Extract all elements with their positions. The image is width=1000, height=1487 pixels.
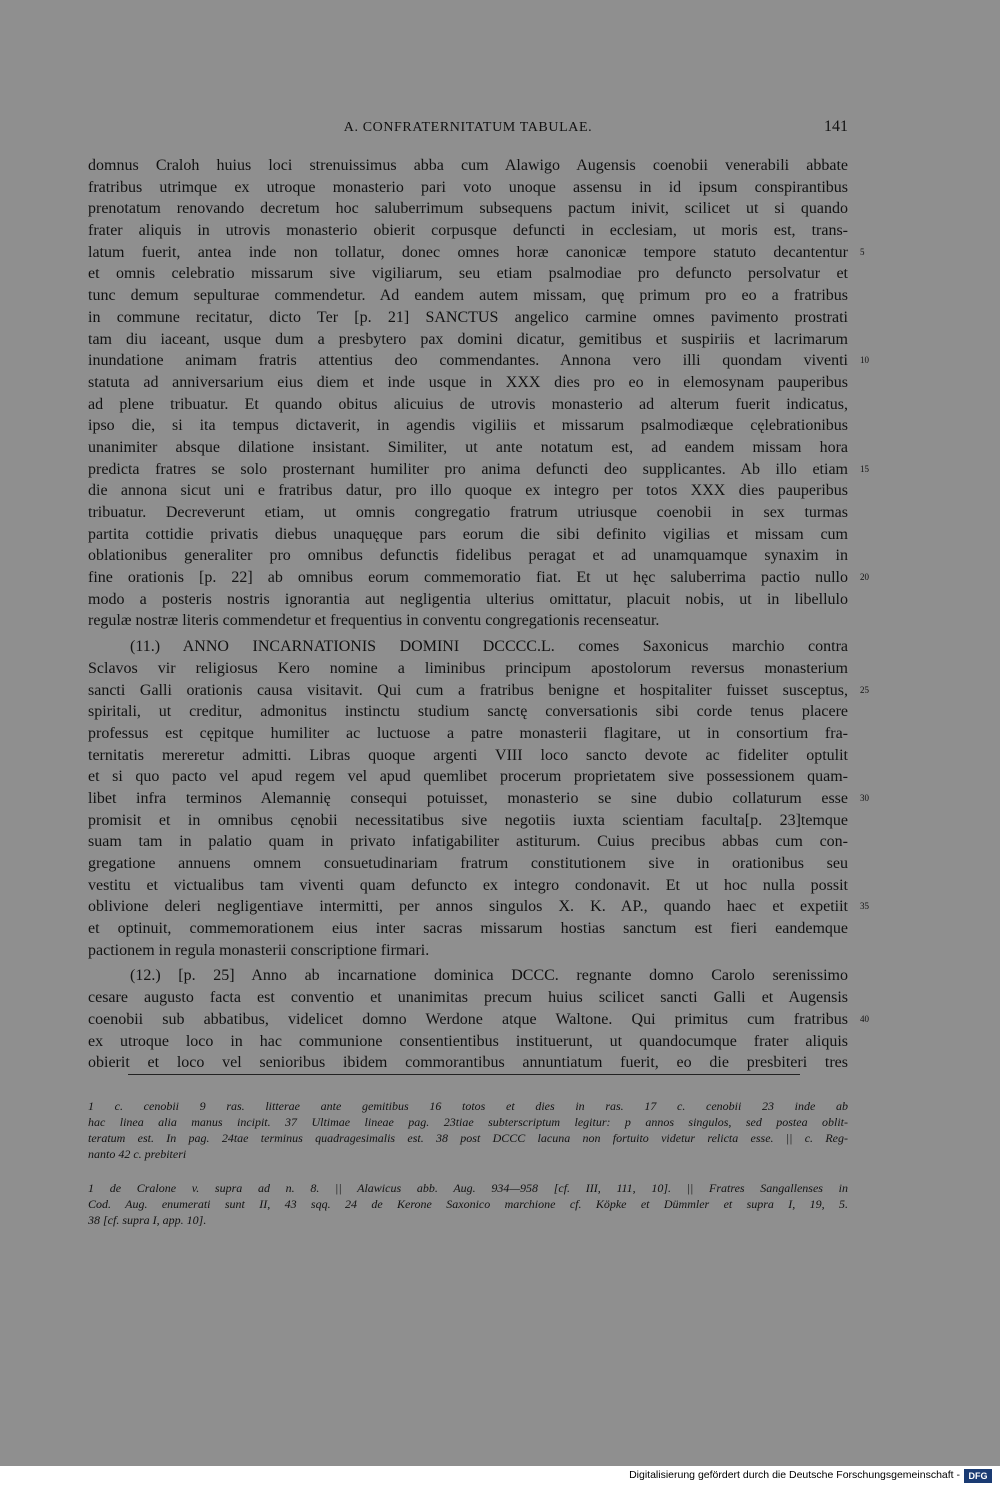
text-line-content: coenobii sub abbatibus, videlicet domno Werdone atque Waltone. Qui primitus cum fratribus — [88, 1010, 848, 1028]
line-number: 25 — [860, 684, 869, 695]
text-line-content: sancti Galli orationis causa visitavit. Qui cum a fratribus benigne et hospitaliter fuisset susceptus, — [88, 681, 848, 699]
text-line — [88, 524, 848, 546]
text-line — [88, 242, 865, 264]
footnote-line: 1 c. cenobii 9 ras. litterae ante gemitibus 16 totos et dies in ras. 17 c. cenobii 23 inde ab — [88, 1099, 848, 1113]
text-line — [88, 788, 869, 810]
text-line-content: ad plene tribuatur. Et quando obitus alicuius de utrovis monasterio ad alterum fuerit indicatus, — [88, 395, 848, 413]
text-line-content: tunc demum sepulturae commendetur. Ad eandem autem missam, quę primum pro eo a fratribus — [88, 287, 848, 305]
text-line-content: ex utroque loco in hac communione consentientibus instituerunt, ut quandocumque frater aliquis — [88, 1032, 848, 1050]
text-line — [88, 701, 848, 723]
text-line-content: domnus Craloh huius loci strenuissimus abba cum Alawigo Augensis coenobii venerabili abbate — [88, 157, 848, 174]
text-line-content: predicta fratres se solo prosternant humiliter pro anima defuncti deo supplicantes. Ab illo etiam — [88, 460, 848, 478]
text-line — [88, 1009, 869, 1031]
footer-bar — [0, 1466, 1000, 1487]
text-line-content: oblationibus generaliter pro omnibus defunctis fidelibus peragat et ad unamquamque synaxim in — [88, 547, 848, 565]
footnote-line: Cod. Aug. enumerati sunt II, 43 sqq. 24 de Kerone Saxonico marchione cf. Köpke et Dümmler et supra I, 19, 5. — [88, 1197, 848, 1211]
text-line — [88, 658, 848, 680]
text-line — [88, 766, 848, 788]
text-line — [88, 285, 848, 307]
text-line-content: gregatione annuens omnem consuetudinariam fratrum constitutionem sive in orationibus seu — [88, 855, 848, 872]
text-line — [88, 437, 848, 459]
text-line-content: et optinuit, commemorationem eius inter sacras missarum hostias sanctum est fieri eandemque — [88, 920, 848, 938]
text-line — [88, 415, 848, 437]
text-line — [88, 745, 848, 767]
text-line-content: regulæ nostræ literis commendetur et frequentius in conventu congregationis recenseatur. — [88, 612, 660, 630]
funding-notice: Digitalisierung gefördert durch die Deutsche Forschungsgemeinschaft - — [629, 1469, 960, 1481]
text-line — [88, 480, 848, 502]
text-line — [88, 1031, 848, 1053]
text-line-content: frater aliquis in utrovis monasterio obierit corpusque defuncti in ecclesiam, ut moris est, trans- — [88, 222, 848, 240]
text-line-content: modo a posteris nostris ignorantia aut negligentia ulterius omittatur, placuit nobis, ut in libellulo — [88, 590, 848, 608]
text-line-content: spiritali, ut creditur, admonitus instinctu studium sanctę conversationis sibi corde tenus placere — [88, 703, 848, 721]
text-line — [88, 372, 848, 394]
line-number: 30 — [860, 792, 869, 803]
main-text — [88, 155, 869, 1074]
footnote-line: 1 de Cralone v. supra ad n. 8. || Alawicus abb. Aug. 934—958 [cf. III, 111, 10]. || Fratres Sangallenses in — [88, 1181, 848, 1195]
text-line-content: obierit et loco vel senioribus ibidem commorantibus annuntiatum fuerit, eo die presbiteri tres — [88, 1054, 848, 1072]
text-line-content: ipso die, si ita tempus dictaverit, in agendis vigiliis et missarum psalmodiæque cęlebrationibus — [88, 417, 848, 435]
footnote-line: teratum est. In pag. 24tae terminus quadragesimalis est. 38 post DCCC lacuna non fortuito videtur relicta esse. || c. Reg- — [88, 1131, 848, 1145]
text-line — [88, 307, 848, 329]
text-line — [88, 220, 848, 242]
running-title: A. CONFRATERNITATUM TABULAE. — [343, 120, 593, 135]
page-header — [88, 120, 848, 140]
footnote-line: 38 [cf. supra I, app. 10]. — [88, 1213, 207, 1227]
text-line-content: tribuatur. Decreverunt etiam, ut omnis congregatio fratrum utriusque coenobii in sex turmas — [88, 504, 848, 521]
text-line-content: oblivione deleri negligentiave intermitti, per annos singulos X. K. AP., quando haec et expetiit — [88, 898, 848, 916]
text-line — [88, 329, 848, 351]
line-number: 15 — [860, 463, 869, 474]
text-line-content: latum fuerit, antea inde non tollatur, donec omnes horæ canonicæ tempore statuto decantentur — [88, 243, 848, 261]
text-line — [88, 545, 848, 567]
text-line-content: (11.) ANNO INCARNATIONIS DOMINI DCCCC.L. comes Saxonicus marchio contra — [130, 638, 848, 656]
text-line-content: vestitu et victualibus tam viventi quam defuncto ex integro condonavit. Et ut hoc nulla possit — [88, 876, 848, 894]
text-line-content: fratribus utrimque ex utroque monasterio pari voto unoque assensu in id ipsum conspirantibus — [88, 178, 848, 196]
text-line — [88, 589, 848, 611]
text-line-content: statuta ad anniversarium eius diem et inde usque in XXX dies pro eo in elemosynam pauperibus — [88, 373, 848, 391]
text-line — [88, 940, 848, 962]
line-number: 35 — [860, 901, 869, 912]
text-line — [88, 567, 869, 589]
text-line-content: professus est cępitque humiliter ac luctuose a patre monasterii flagitare, ut in consortium fra- — [88, 724, 848, 742]
line-number: 40 — [860, 1013, 869, 1024]
footnote-line: hac linea alia manus incipit. 37 Ultimae lineae pag. 23tiae subterscriptum legitur: p annos singulos, sed postea oblit- — [88, 1115, 848, 1129]
text-line — [88, 680, 869, 702]
text-line-content: in commune recitatur, dicto Ter [p. 21] SANCTUS angelico carmine omnes pavimento prostrati — [88, 308, 848, 326]
text-line-content: Sclavos vir religiosus Kero nomine a liminibus principum apostolorum reversus monasterium — [88, 659, 848, 677]
text-line — [88, 987, 848, 1009]
text-line — [88, 875, 848, 897]
text-line-content: cesare augusto facta est conventio et unanimitas precum huius scilicet sancti Galli et Augensis — [88, 989, 848, 1007]
text-line — [88, 350, 869, 372]
text-line — [88, 723, 848, 745]
page-number: 141 — [824, 118, 848, 135]
text-line-content: unanimiter absque dilatione insistant. Similiter, ut ante notatum est, ad eandem missam hora — [88, 438, 848, 456]
text-line-content: promisit et in omnibus cęnobii necessitatibus sive negotiis iuxta scientiam faculta[p. 23]temque — [88, 811, 848, 829]
text-line-content: tam diu iaceant, usque dum a presbytero pax domini dicatur, gemitibus et suspiriis et lacrimarum — [88, 330, 848, 348]
text-line — [88, 831, 848, 853]
text-line-content: partita cottidie privatis diebus unaquęque pars eorum die sibi definito vigilias et missam cum — [88, 525, 848, 543]
text-line — [88, 502, 848, 524]
text-line — [88, 394, 848, 416]
text-line — [88, 965, 848, 987]
line-number: 5 — [860, 246, 865, 257]
text-line-content: inundatione animam fratris attentius deo commendantes. Annona vero illi quondam viventi — [88, 352, 848, 370]
text-line-content: pactionem in regula monasterii conscriptione firmari. — [88, 941, 430, 959]
text-line — [88, 636, 848, 658]
text-line — [88, 263, 848, 285]
text-line-content: et omnis celebratio missarum sive vigiliarum, seu etiam psalmodiae pro defuncto persolvatur et — [88, 265, 848, 283]
text-line-content: ternitatis mereretur admitti. Libras quoque argenti VIII loco sancto devote ac fideliter optulit — [88, 746, 848, 764]
text-line — [88, 896, 869, 918]
text-line-content: fine orationis [p. 22] ab omnibus eorum commemoratio fiat. Et ut hęc saluberrima pactio nullo — [88, 569, 848, 587]
text-line-content: (12.) [p. 25] Anno ab incarnatione dominica DCCC. regnante domno Carolo serenissimo — [130, 967, 848, 985]
text-line-content: prenotatum renovando decretum hoc saluberrimum subsequens pactum inivit, scilicet ut si quando — [88, 200, 848, 218]
text-line — [88, 810, 848, 832]
text-line — [88, 918, 848, 940]
historical-notes — [88, 1180, 848, 1228]
text-line-content: die annona sicut uni e fratribus datur, pro illo quoque ex integro per totos XXX dies pauperibus — [88, 482, 848, 500]
dfg-logo: DFG — [964, 1469, 992, 1483]
footnote-separator — [128, 1074, 800, 1075]
line-number: 20 — [860, 572, 869, 583]
text-line — [88, 610, 848, 632]
text-line — [88, 853, 848, 875]
text-line — [88, 155, 848, 177]
text-line — [88, 177, 848, 199]
text-line — [88, 1052, 848, 1074]
text-line-content: libet infra terminos Alemannię consequi potuisset, monasterio se sine dubio collaturum esse — [88, 789, 848, 807]
text-line-content: suam tam in palatio quam in privato infatigabiliter astiturum. Cuius precibus abbas cum con- — [88, 833, 848, 851]
line-number: 10 — [860, 355, 869, 366]
text-line — [88, 459, 869, 481]
text-line-content: et si quo pacto vel apud regem vel apud quemlibet procerum proprietatem sive possessionem quam- — [88, 768, 848, 786]
text-line — [88, 198, 848, 220]
critical-apparatus — [88, 1098, 848, 1162]
footnote-line: nanto 42 c. prebiteri — [88, 1147, 187, 1161]
